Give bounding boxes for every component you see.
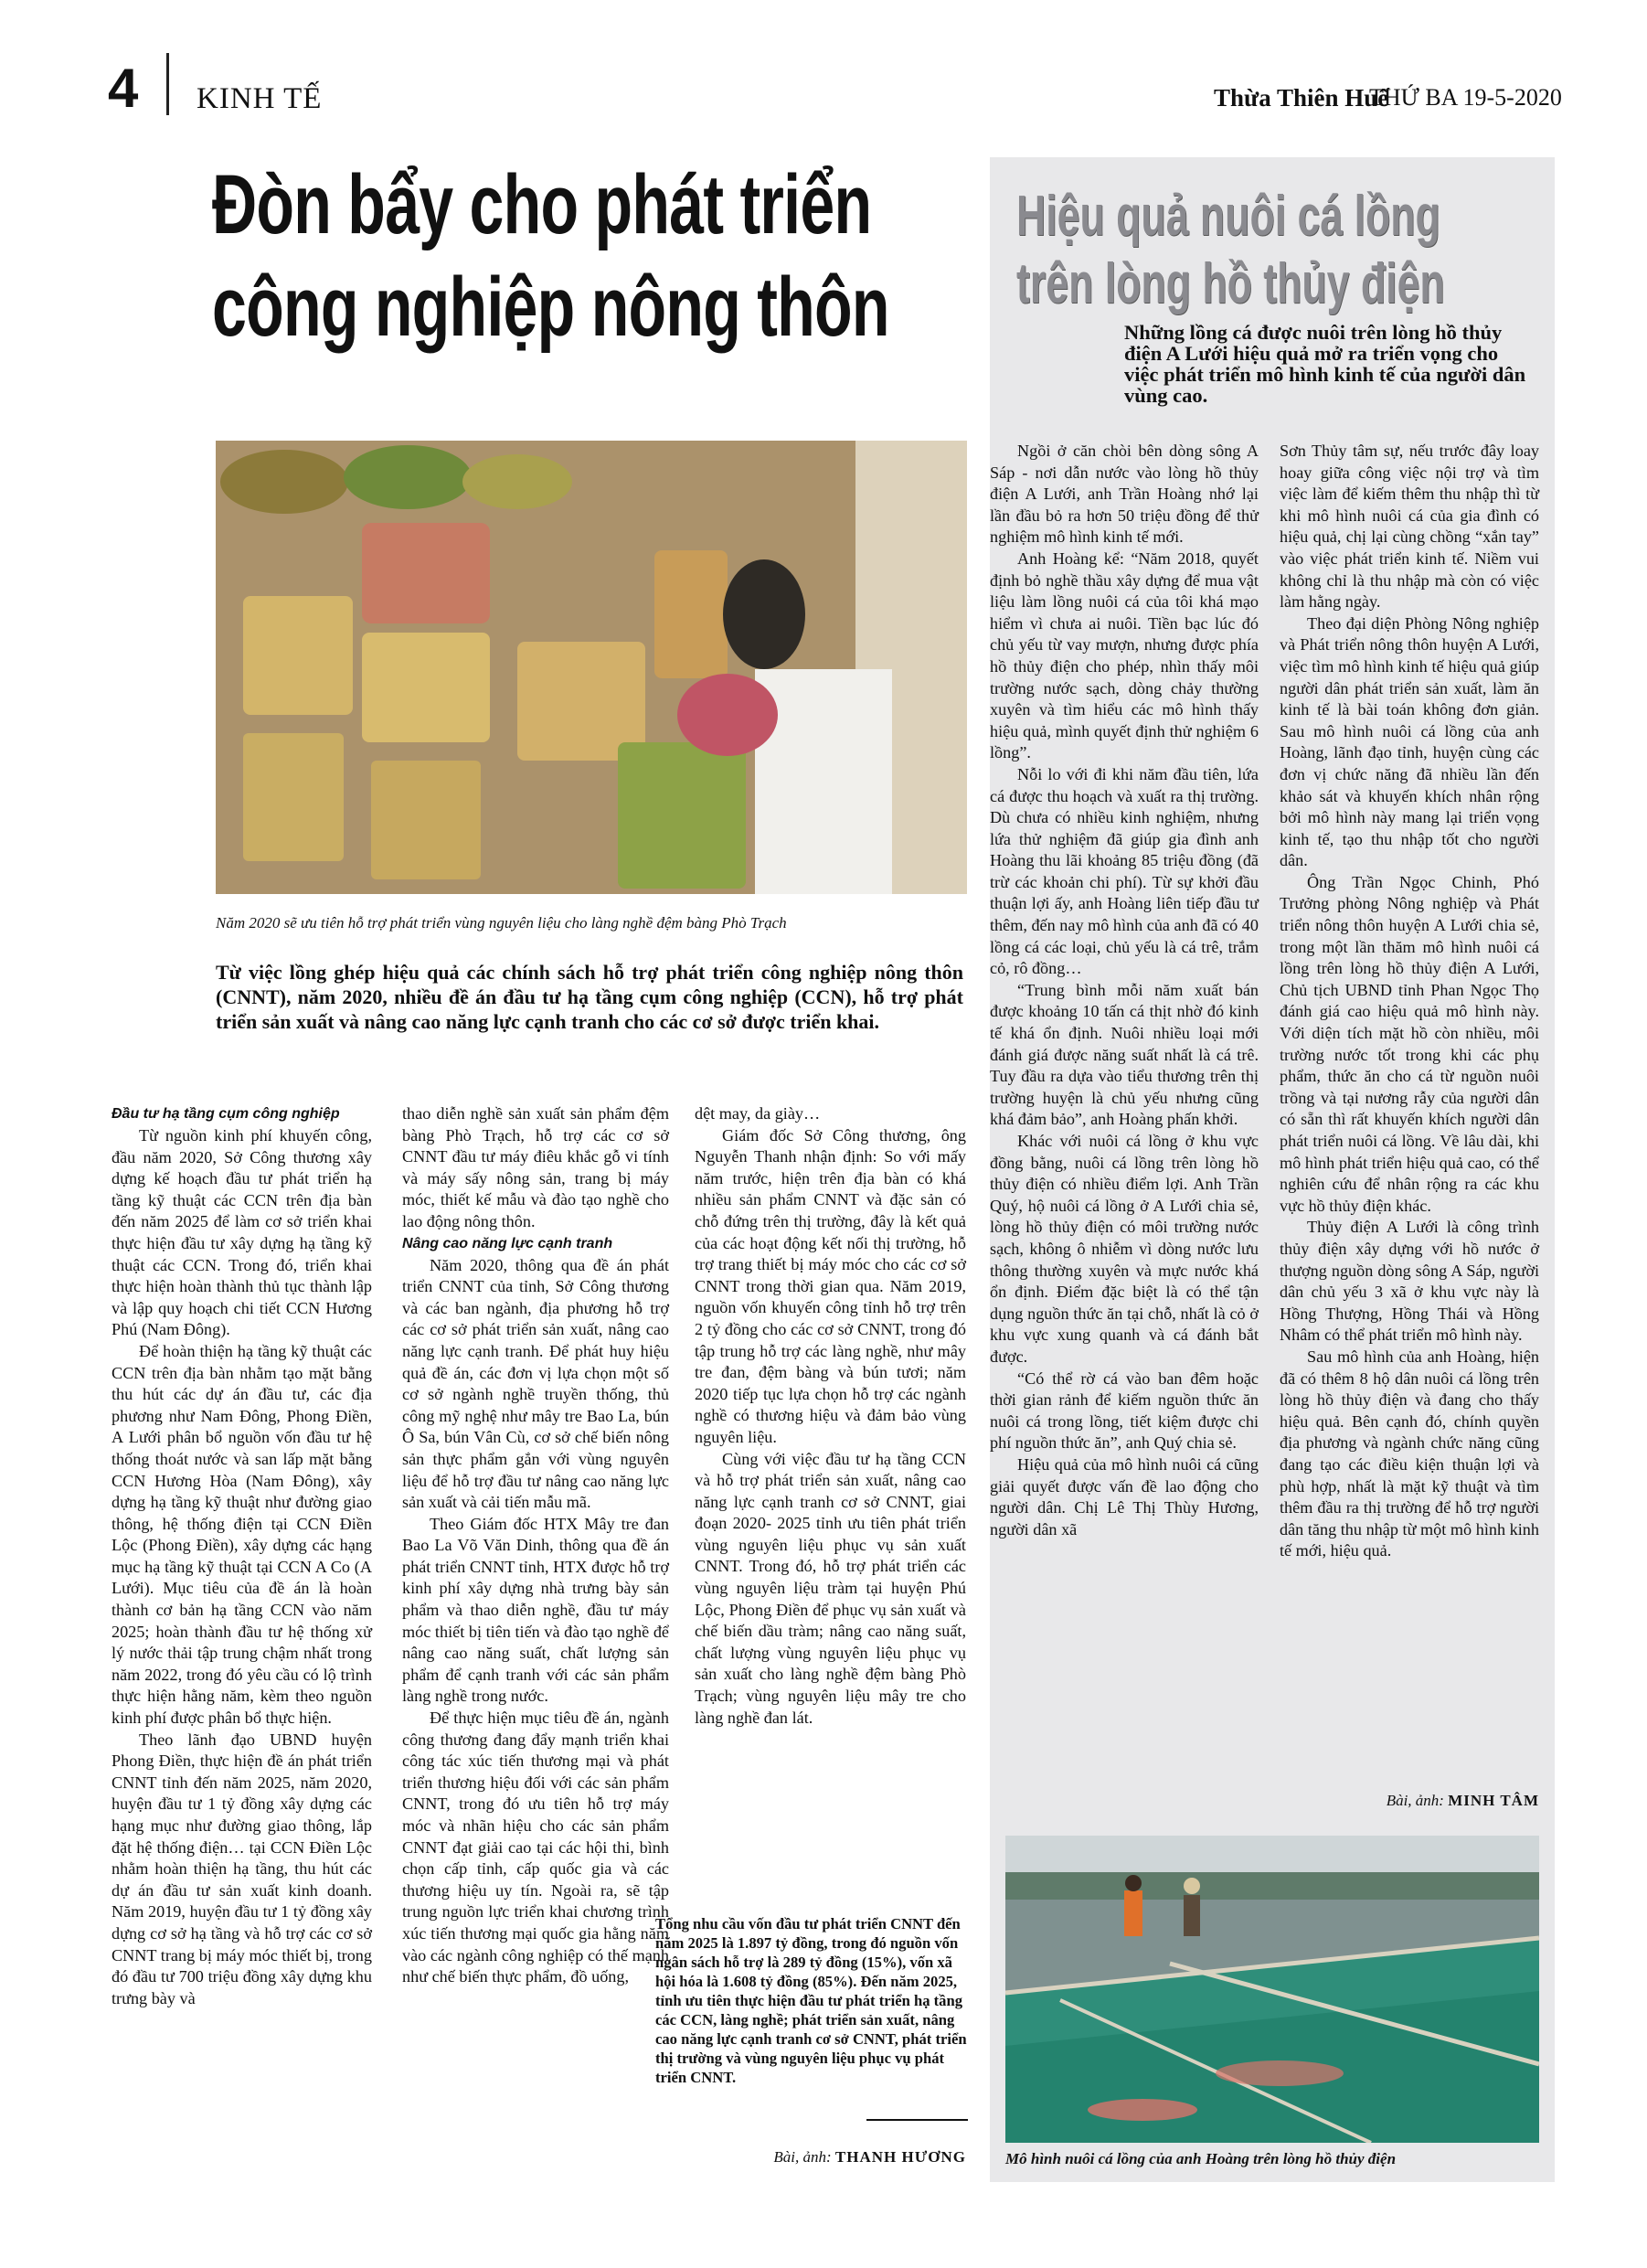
paragraph: Từ nguồn kinh phí khuyến công, đầu năm 2020, Sở Công thương xây dựng kế hoạch đầu tư phát triển hạ tầng kỹ thuật các CCN trên địa bàn đến năm 2025 để làm cơ sở triển khai thực hiện đầu tư xây dựng hạ tầng kỹ thuật các CCN. Trong đó, triển khai thực hiện hoàn thành thủ tục thành lập và lập quy hoạch chi tiết CCN Hương Phú (Nam Đông).: [112, 1126, 372, 1339]
paragraph: Để hoàn thiện hạ tầng kỹ thuật các CCN trên địa bàn nhằm tạo mặt bằng thu hút các dự án đầu tư, các địa phương như Nam Đông, Phong Điền, A Lưới phân bổ nguồn vốn đầu tư hệ thống thoát nước và san lấp mặt bằng CCN Hương Hòa (Nam Đông), xây dựng hạ tầng kỹ thuật như đường giao thông, hệ thống điện tại CCN Điền Lộc (Phong Điền), xây dựng các hạng mục hạ tầng kỹ thuật tại CCN A Co (A Lưới). Mục tiêu của đề án là hoàn thành cơ bản hạ tầng CCN vào năm 2025; hoàn thành đầu tư hệ thống xử lý nước thải tập trung chậm nhất trong năm 2022, trong đó yêu cầu có lộ trình thực hiện hằng năm, kèm theo nguồn kinh phí được phân bổ thực hiện.: [112, 1341, 372, 1728]
fish-cage-photo-illustration: [1005, 1836, 1539, 2143]
paragraph: Hiệu quả của mô hình nuôi cá cũng giải quyết được vấn đề lao động cho người dân. Chị Lê Thị Thùy Hương, người dân xã: [990, 1454, 1259, 1539]
sidebar-title-line-2: trên lòng hồ thủy điện: [1016, 252, 1445, 315]
main-column-2: [402, 1103, 669, 1988]
summary-box: Tổng nhu cầu vốn đầu tư phát triển CNNT đến năm 2025 là 1.897 tỷ đồng, trong đó nguồn vốn ngân sách hỗ trợ là 289 tỷ đồng (15%), vốn xã hội hóa là 1.608 tỷ đồng (85%). Đến năm 2025, tỉnh ưu tiên thực hiện đầu tư phát triển hạ tầng các CCN, làng nghề; phát triển sản xuất, nâng cao năng lực cạnh tranh cơ sở CNNT, phát triển thị trường và vùng nguyên liệu phục vụ phát triển CNNT.: [655, 1915, 967, 2086]
paragraph: Cùng với việc đầu tư hạ tầng CCN và hỗ trợ phát triển sản xuất, nâng cao năng lực cạnh tranh cơ sở CNNT, giai đoạn 2020- 2025 tỉnh ưu tiên phát triển vùng nguyên liệu phục vụ sản xuất CNNT. Trong đó, hỗ trợ phát triển các vùng nguyên liệu tràm tại huyện Phú Lộc, Phong Điền để phục vụ sản xuất và chế biến dầu tràm; nâng cao năng suất, chất lượng vùng nguyên liệu phục vụ sản xuất cho làng nghề đệm bàng Phò Trạch; vùng nguyên liệu mây tre cho làng nghề đan lát.: [695, 1449, 966, 1727]
sidebar-column-1: [990, 441, 1259, 1540]
sidebar-lead: Những lồng cá được nuôi trên lòng hồ thủy điện A Lưới hiệu quả mở ra triển vọng cho việc phát triển mô hình kinh tế của người dân vùng cao.: [1124, 321, 1526, 407]
basket-photo: [216, 441, 967, 894]
byline-author: THANH HƯƠNG: [834, 2148, 966, 2166]
main-photo-caption: Năm 2020 sẽ ưu tiên hỗ trợ phát triển vùng nguyên liệu cho làng nghề đệm bàng Phò Trạch: [216, 914, 787, 932]
paragraph: dệt may, da giày…: [695, 1104, 821, 1123]
paragraph: “Có thể rờ cá vào ban đêm hoặc thời gian rảnh để kiếm nguồn thức ăn nuôi cá trong lồng, tiết kiệm được chi phí nguồn thức ăn”, anh Quý chia sẻ.: [990, 1368, 1259, 1453]
paragraph: Ông Trần Ngọc Chinh, Phó Trưởng phòng Nông nghiệp và Phát triển nông thôn huyện A Lưới chia sẻ, trong một lần thăm mô hình nuôi cá lồng trên lòng hồ thủy điện A Lưới, Chủ tịch UBND tỉnh Phan Ngọc Thọ đánh giá cao hiệu quả mô hình này. Với diện tích mặt hồ còn nhiều, môi trường nước tốt trong khi các phụ phẩm, thức ăn cho cá từ nguồn nuôi trồng và tại nương rẫy của người dân có sẵn thì rất khuyến khích người dân phát triển nuôi cá lồng. Về lâu dài, khi mô hình phát triển hiệu quả cao, có thể nghiên cứu để nhân rộng ra các khu vực hồ thủy điện khác.: [1280, 872, 1539, 1215]
article-lead: Từ việc lồng ghép hiệu quả các chính sách hỗ trợ phát triển công nghiệp nông thôn (CNNT), năm 2020, nhiều đề án đầu tư hạ tầng cụm công nghiệp (CCN), hỗ trợ phát triển sản xuất và nâng cao năng lực cạnh tranh cho các cơ sở được triển khai.: [216, 961, 963, 1033]
basket-photo-illustration: [216, 441, 967, 894]
sidebar-photo-caption: Mô hình nuôi cá lồng của anh Hoàng trên lòng hồ thủy điện: [1005, 2150, 1397, 2167]
sidebar-title: [1016, 183, 1531, 318]
main-column-3: [695, 1103, 966, 1729]
article-title-line-2: công nghiệp nông thôn: [212, 261, 889, 354]
paragraph: Khác với nuôi cá lồng ở khu vực đồng bằng, nuôi cá lồng trên lòng hồ thủy điện có nhiều điểm lợi. Anh Trần Quý, hộ nuôi cá lồng ở A Lưới chia sẻ, lòng hồ thủy điện có môi trường nước sạch, không ô nhiễm vì dòng nước lưu thông thường xuyên và mực nước khá ổn định. Điểm đặc biệt là có thể tận dụng nguồn thức ăn tại chỗ, nhất là cỏ ở khu vực xung quanh và cá đánh bắt được.: [990, 1132, 1259, 1366]
page-number: 4: [108, 58, 139, 119]
paragraph: Nỗi lo với đi khi năm đầu tiên, lứa cá được thu hoạch và xuất ra thị trường. Dù chưa có nhiều kinh nghiệm, nhưng lứa thử nghiệm đã giúp gia đình anh Hoàng thu lãi khoảng 85 triệu đồng (đã trừ các khoản chi phí). Từ sự khởi đầu thuận lợi ấy, anh Hoàng liên tiếp đầu tư thêm, đến nay mô hình của anh đã có 40 lồng cá các loại, chủ yếu là cá trê, trắm cỏ, rô đồng…: [990, 764, 1259, 978]
paragraph: Giám đốc Sở Công thương, ông Nguyễn Thanh nhận định: So với mấy năm trước, hiện trên địa bàn có khá nhiều sản phẩm CNNT và đặc sản có chỗ đứng trên thị trường, đây là kết quả của các hoạt động kết nối thị trường, hỗ trợ trang thiết bị máy móc cho các cơ sở CNNT trong thời gian qua. Năm 2019, nguồn vốn khuyến công tỉnh hỗ trợ trên 2 tỷ đồng cho các cơ sở CNNT, trong đó tập trung hỗ trợ các làng nghề, như mây tre đan, đệm bàng và bún tươi; năm 2020 tiếp tục lựa chọn hỗ trợ các ngành nghề có thương hiệu và đảm bảo vùng nguyên liệu.: [695, 1125, 966, 1446]
paragraph: Sau mô hình của anh Hoàng, hiện đã có thêm 8 hộ dân nuôi cá lồng trên lòng hồ thủy điện và đang cho thấy hiệu quả. Bên cạnh đó, chính quyền địa phương và ngành chức năng cũng đang tạo các điều kiện thuận lợi và phù hợp, nhất là mặt kỹ thuật và tìm thêm đầu ra thị trường để hỗ trợ người dân tăng thu nhập từ một mô hình kinh tế mới, hiệu quả.: [1280, 1347, 1539, 1560]
paragraph: Ngồi ở căn chòi bên dòng sông A Sáp - nơi dẫn nước vào lòng hồ thủy điện A Lưới, anh Trần Hoàng nhớ lại lần đầu bỏ ra hơn 50 triệu đồng để thử nghiệm mô hình kinh tế mới.: [990, 442, 1259, 547]
issue-date: THỨ BA 19-5-2020: [1369, 84, 1562, 111]
article-title-line-1: Đòn bẩy cho phát triển: [212, 158, 872, 251]
sidebar-column-2: [1280, 441, 1539, 1562]
paragraph: Thủy điện A Lưới là công trình thủy điện xây dựng với hồ nước ở thượng nguồn dòng sông A Sáp, người dân chủ yếu 3 xã ở khu vực này là Hồng Thượng, Hồng Thái và Hồng Nhâm có thể phát triển mô hình này.: [1280, 1218, 1539, 1345]
sidebar-byline: [1280, 1792, 1539, 1810]
newspaper-name: Thừa Thiên Huế: [1214, 84, 1389, 112]
byline-author: MINH TÂM: [1448, 1792, 1539, 1809]
fish-cage-photo: [1005, 1836, 1539, 2143]
paragraph: “Trung bình mỗi năm xuất bán được khoảng 10 tấn cá thịt nhờ đó kinh tế khá ổn định. Nuôi nhiều loại mới đánh giá được năng suất nhất là cá trê. Tuy đầu ra dựa vào tiểu thương trên thị trường huyện là chủ yếu nhưng cũng khá đảm bảo”, anh Hoàng phấn khởi.: [990, 980, 1259, 1129]
byline-label: Bài, ảnh:: [1386, 1792, 1444, 1809]
subheading-infrastructure: Đầu tư hạ tầng cụm công nghiệp: [112, 1106, 340, 1122]
paragraph: thao diễn nghề sản xuất sản phẩm đệm bàng Phò Trạch, hỗ trợ các cơ sở CNNT đầu tư máy điêu khắc gỗ vi tính và máy sấy nông sản, trang bị máy móc, thiết kế mẫu và đào tạo nghề cho lao động nông thôn.: [402, 1104, 669, 1230]
article-title: [212, 154, 889, 358]
main-column-1: [112, 1103, 372, 2009]
paragraph: Sơn Thủy tâm sự, nếu trước đây loay hoay giữa công việc nội trợ và tìm việc làm để kiếm thêm thu nhập thì từ khi mô hình nuôi cá của gia đình có hiệu quả, chị lại cùng chồng “xắn tay” vào việc phát triển kinh tế. Niềm vui không chỉ là thu nhập mà còn có việc làm hằng ngày.: [1280, 442, 1539, 612]
main-byline: [749, 2148, 966, 2167]
byline-label: Bài, ảnh:: [773, 2148, 832, 2166]
paragraph: Anh Hoàng kể: “Năm 2018, quyết định bỏ nghề thầu xây dựng để mua vật liệu làm lồng nuôi cá của tôi khá mạo hiểm vì chưa ai nuôi. Tiền bạc lúc đó chủ yếu từ vay mượn, nhưng được phía hồ thủy điện cho phép, nhìn thấy môi trường nước sạch, dòng chảy thường xuyên và tìm hiểu các mô hình thấy hiệu quả, mình quyết định thử nghiệm 6 lồng”.: [990, 548, 1259, 762]
paragraph: Để thực hiện mục tiêu đề án, ngành công thương đang đẩy mạnh triển khai công tác xúc tiến thương mại và phát triển thương hiệu đối với các sản phẩm CNNT, trong đó ưu tiên hỗ trợ máy móc và nhãn hiệu cho các sản phẩm CNNT đạt giải cao tại các hội thi, bình chọn cấp tỉnh, cấp quốc gia và các thương hiệu uy tín. Ngoài ra, sẽ tập trung nguồn lực triển khai chương trình xúc tiến thương mại quốc gia hằng năm vào các ngành công nghiệp có thế mạnh như chế biến thực phẩm, đồ uống,: [402, 1709, 669, 1986]
header-divider: [166, 53, 169, 115]
section-label: KINH TẾ: [197, 82, 323, 115]
subheading-competitiveness: Nâng cao năng lực cạnh tranh: [402, 1235, 613, 1251]
sidebar-title-line-1: Hiệu quả nuôi cá lồng: [1016, 185, 1440, 248]
paragraph: Theo lãnh đạo UBND huyện Phong Điền, thực hiện đề án phát triển CNNT tỉnh đến năm 2025, năm 2020, huyện đầu tư 1 tỷ đồng xây dựng các hạng mục như đường giao thông, lắp đặt hệ thống điện… tại CCN Điền Lộc nhằm hoàn thiện hạ tầng, thu hút các dự án đầu tư sản xuất kinh doanh. Năm 2019, huyện đầu tư 1 tỷ đồng xây dựng cơ sở hạ tầng và hỗ trợ các cơ sở CNNT trang bị máy móc thiết bị, trong đó đầu tư 700 triệu đồng xây dựng khu trưng bày và: [112, 1730, 372, 2007]
paragraph: Theo Giám đốc HTX Mây tre đan Bao La Võ Văn Dinh, thông qua đề án phát triển CNNT tỉnh, HTX được hỗ trợ kinh phí xây dựng nhà trưng bày sản phẩm và thao diễn nghề, đầu tư máy móc thiết bị tiên tiến và đào tạo nghề để nâng cao năng suất, chất lượng sản phẩm để cạnh tranh với các sản phẩm làng nghề trong nước.: [402, 1514, 669, 1706]
paragraph: Năm 2020, thông qua đề án phát triển CNNT của tỉnh, Sở Công thương và các ban ngành, địa phương hỗ trợ các cơ sở phát triển sản xuất, nâng cao năng lực cạnh tranh. Để phát huy hiệu quả đề án, các đơn vị lựa chọn một số cơ sở ngành nghề truyền thống, thủ công mỹ nghệ như mây tre Bao La, bún Ô Sa, bún Vân Cù, cơ sở chế biến nông sản thực phẩm gắn với vùng nguyên liệu để hỗ trợ đầu tư nâng cao năng lực sản xuất và cải tiến mẫu mã.: [402, 1255, 669, 1512]
paragraph: Theo đại diện Phòng Nông nghiệp và Phát triển nông thôn huyện A Lưới, việc tìm mô hình kinh tế hiệu quả giúp người dân phát triển sản xuất, làm ăn kinh tế là bài toán không đơn giản. Sau mô hình nuôi cá lồng của anh Hoàng, lãnh đạo tỉnh, huyện cùng các đơn vị chức năng đã nhiều lần đến khảo sát và khuyến khích nhân rộng bởi mô hình này mang lại triển vọng kinh tế, tạo thu nhập tốt cho người dân.: [1280, 613, 1539, 870]
box-rule: [866, 2119, 968, 2121]
